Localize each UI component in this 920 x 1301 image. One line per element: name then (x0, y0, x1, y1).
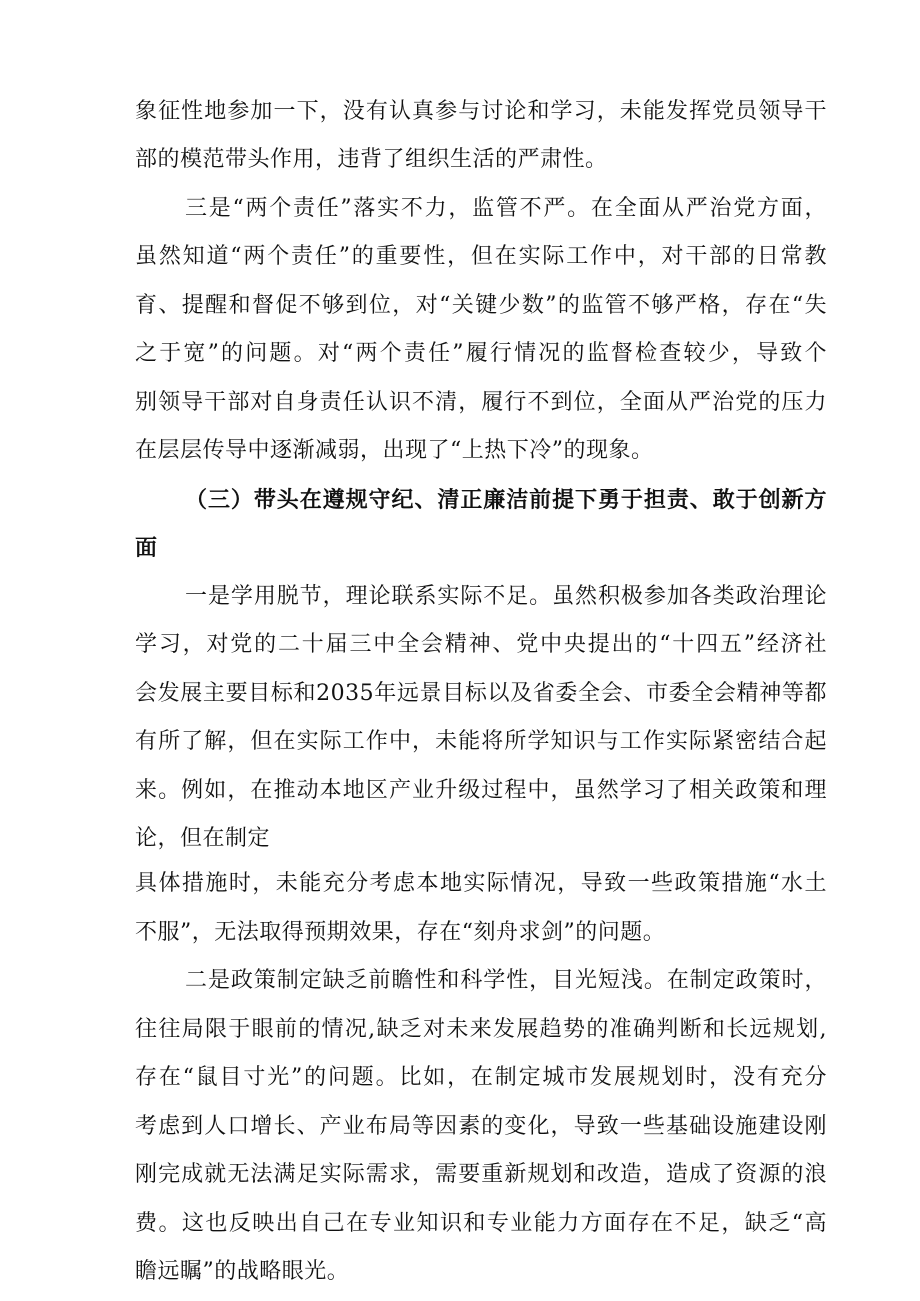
text-line: 存在“鼠目寸光”的问题。比如，在制定城市发展规划时，没有充分 (135, 1065, 827, 1090)
text-line: 学习，对党的二十届三中全会精神、党中央提出的“十四五”经济社 (135, 632, 827, 657)
text-line: 会发展主要目标和2035年远景目标以及省委全会、市委全会精神等都 (135, 681, 827, 706)
text-line: 费。这也反映出自己在专业知识和专业能力方面存在不足，缺乏“高 (135, 1211, 827, 1236)
text-line: 一是学用脱节，理论联系实际不足。虽然积极参加各类政治理论 (185, 584, 827, 609)
text-line: 刚完成就无法满足实际需求，需要重新规划和改造，造成了资源的浪 (135, 1162, 827, 1187)
text-line: 来。例如，在推动本地区产业升级过程中，虽然学习了相关政策和理 (135, 778, 827, 803)
text-line: 不服”，无法取得预期效果，存在“刻舟求剑”的问题。 (135, 920, 666, 945)
text-line: 三是“两个责任”落实不力，监管不严。在全面从严治党方面， (185, 196, 827, 221)
text-line: 考虑到人口增长、产业布局等因素的变化，导致一些基础设施建设刚 (135, 1114, 827, 1139)
text-line: 论，但在制定 (135, 826, 271, 851)
text-line: 之于宽”的问题。对“两个责任”履行情况的监督检查较少，导致个 (135, 341, 827, 366)
text-line: 具体措施时，未能充分考虑本地实际情况，导致一些政策措施“水土 (135, 871, 827, 896)
text-line: 有所了解，但在实际工作中，未能将所学知识与工作实际紧密结合起 (135, 729, 827, 754)
text-line: 瞻远瞩”的战略眼光。 (135, 1259, 350, 1284)
text-line: 在层层传导中逐渐减弱，出现了“上热下冷”的现象。 (135, 438, 654, 463)
text-line: 象征性地参加一下，没有认真参与讨论和学习，未能发挥党员领导干 (135, 99, 827, 124)
text-line: 部的模范带头作用，违背了组织生活的严肃性。 (135, 147, 608, 172)
heading-line: 面 (135, 535, 158, 561)
heading-line: （三）带头在遵规守纪、清正廉洁前提下勇于担责、敢于创新方 (185, 487, 827, 513)
text-line: 二是政策制定缺乏前瞻性和科学性，目光短浅。在制定政策时， (185, 968, 827, 993)
text-line: 别领导干部对自身责任认识不清，履行不到位，全面从严治党的压力 (135, 390, 827, 415)
text-line: 虽然知道“两个责任”的重要性，但在实际工作中，对干部的日常教 (135, 244, 827, 269)
text-line: 育、提醒和督促不够到位，对“关键少数”的监管不够严格，存在“失 (135, 293, 827, 318)
text-line: 往往局限于眼前的情况,缺乏对未来发展趋势的准确判断和长远规划, (135, 1017, 827, 1042)
